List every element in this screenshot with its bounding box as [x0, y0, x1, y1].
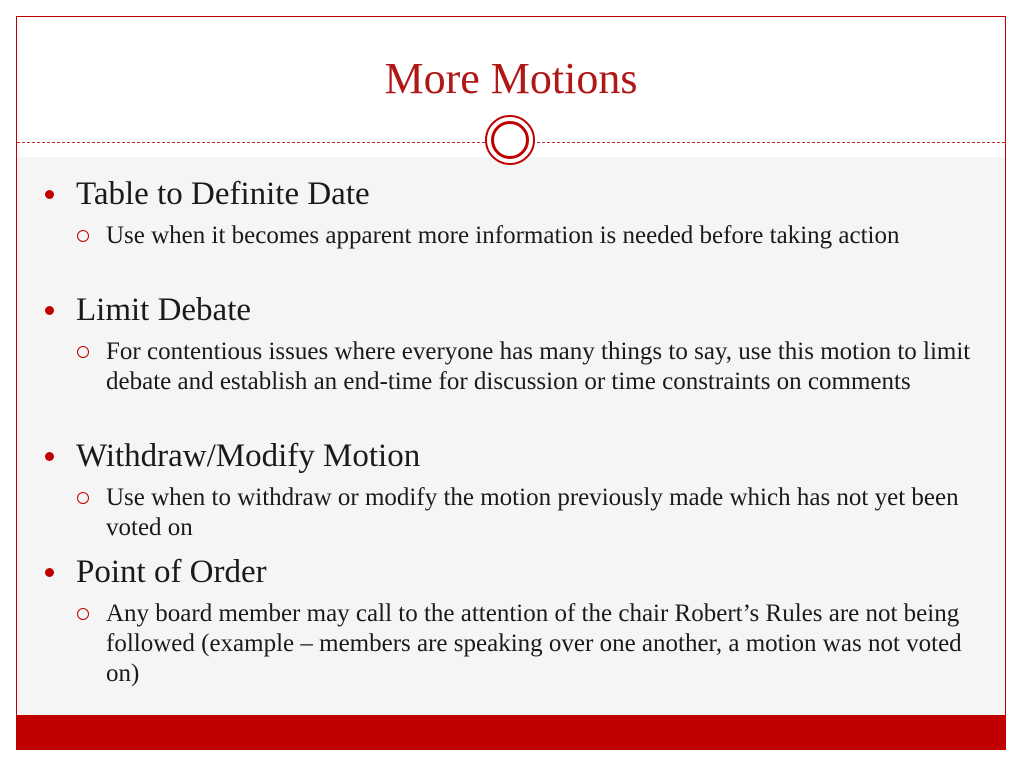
slide	[16, 16, 1006, 750]
divider-inner-circle-icon	[491, 121, 529, 159]
sub-bullet-text: Use when it becomes apparent more information is needed before taking action	[106, 222, 900, 249]
content-area	[17, 157, 1005, 715]
divider-circle-icon	[485, 115, 535, 165]
bullet-heading-withdraw-modify-motion: Withdraw/Modify Motion	[76, 438, 421, 474]
bullet-heading-table-to-definite-date: Table to Definite Date	[76, 176, 370, 212]
sub-bullet-text: Use when to withdraw or modify the motion previously made which has not yet been voted on	[106, 484, 959, 541]
sub-bullet-text: Any board member may call to the attention of the chair Robert’s Rules are not being followed (example – members are speaking over one another, a motion was not voted on)	[106, 600, 962, 687]
bullet-heading-point-of-order: Point of Order	[76, 554, 267, 590]
sub-bullet-text: For contentious issues where everyone has many things to say, use this motion to limit debate and establish an end-time for discussion or time constraints on comments	[106, 338, 971, 395]
bullet-heading-limit-debate: Limit Debate	[76, 292, 252, 328]
slide-title: More Motions	[384, 54, 638, 103]
footer-bar	[17, 715, 1005, 750]
